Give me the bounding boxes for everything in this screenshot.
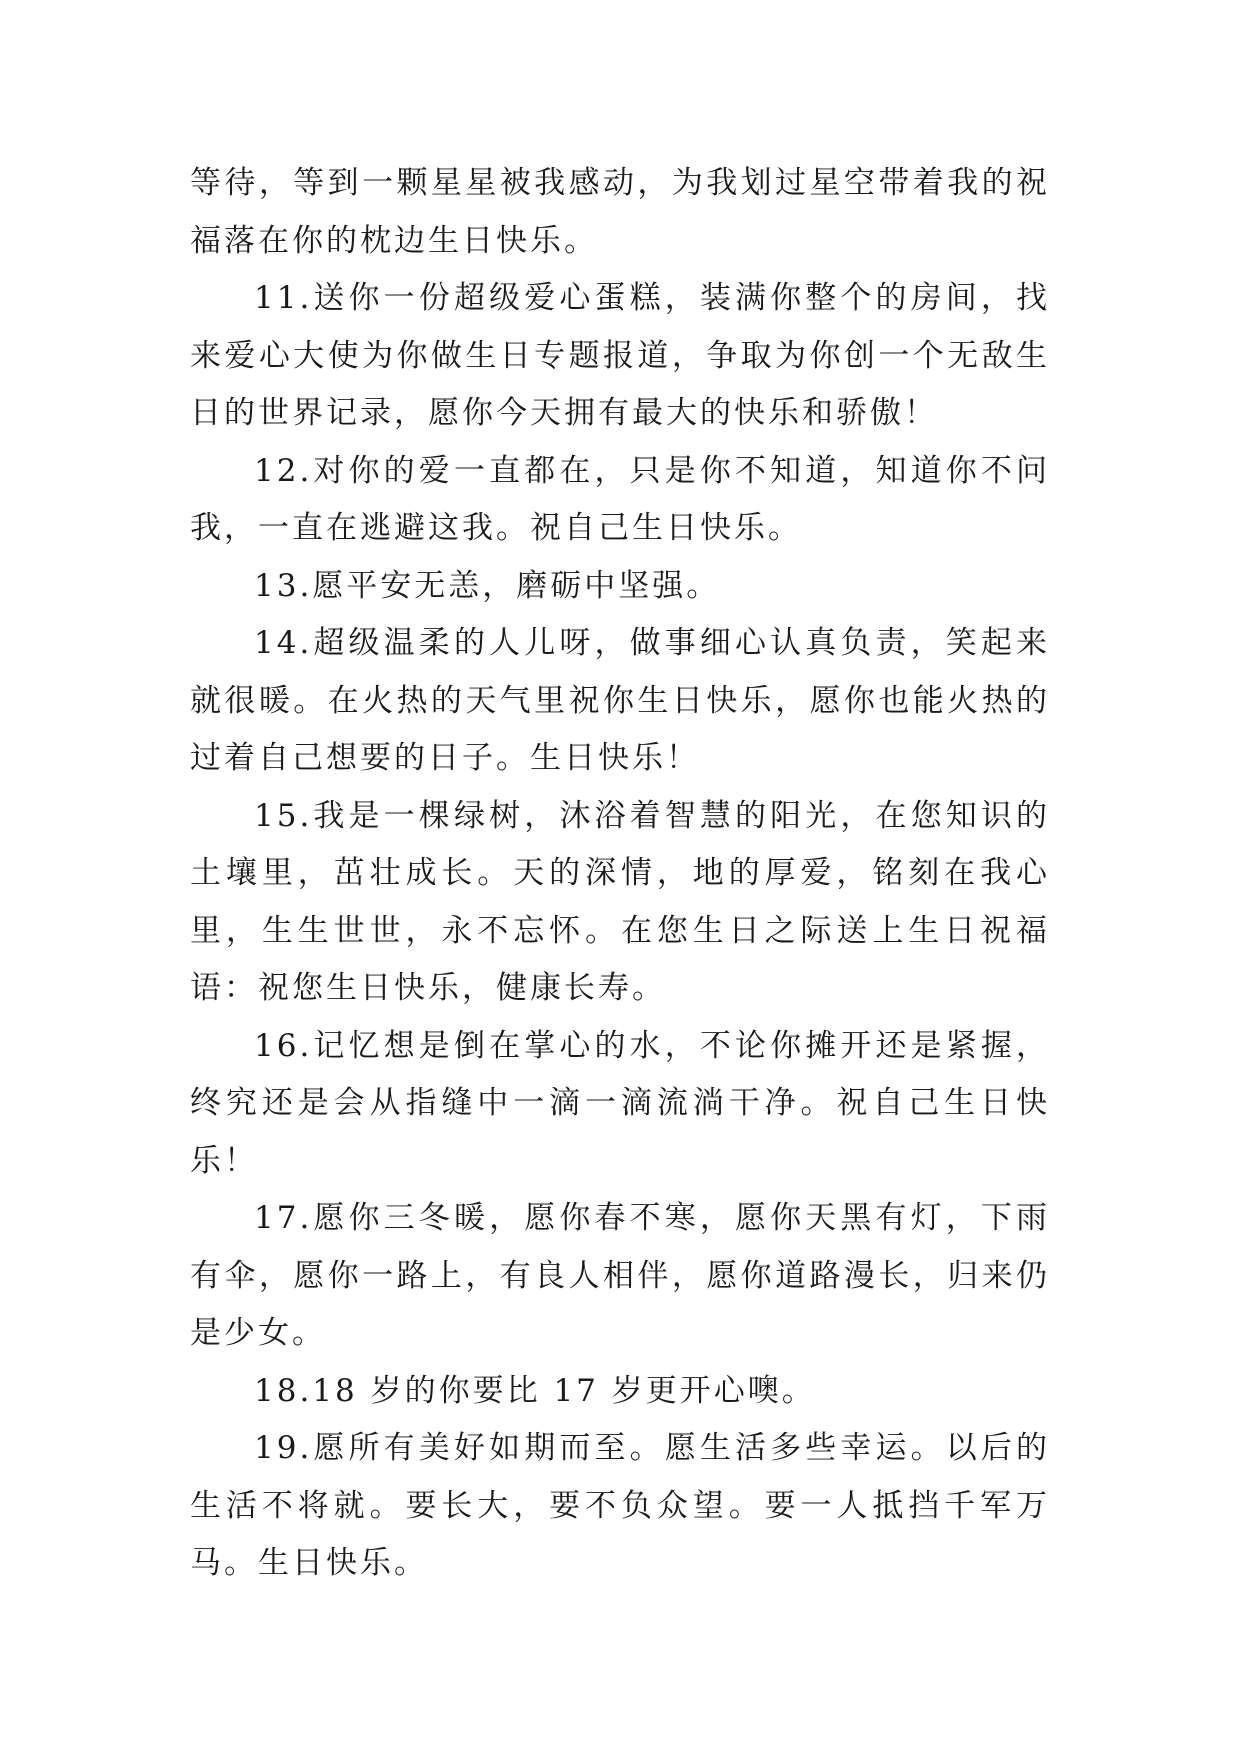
paragraph-continuation: 等待，等到一颗星星被我感动，为我划过星空带着我的祝福落在你的枕边生日快乐。 [190,165,1050,259]
document-body [190,155,1050,1593]
paragraph-12: 12.对你的爱一直都在，只是你不知道，知道你不问我，一直在逃避这我。祝自己生日快乐。 [190,452,1050,546]
paragraph-11: 11.送你一份超级爱心蛋糕，装满你整个的房间，找来爱心大使为你做生日专题报道，争取为你创一个无敌生日的世界记录，愿你今天拥有最大的快乐和骄傲！ [190,280,1050,431]
paragraph-19: 19.愿所有美好如期而至。愿生活多些幸运。以后的生活不将就。要长大，要不负众望。要一人抵挡千军万马。生日快乐。 [190,1430,1050,1581]
paragraph-13: 13.愿平安无恙，磨砺中坚强。 [254,567,721,604]
paragraph-15: 15.我是一棵绿树，沐浴着智慧的阳光，在您知识的土壤里，茁壮成长。天的深情，地的厚爱，铭刻在我心里，生生世世，永不忘怀。在您生日之际送上生日祝福语：祝您生日快乐，健康长寿。 [190,797,1050,1006]
paragraph-16: 16.记忆想是倒在掌心的水，不论你摊开还是紧握，终究还是会从指缝中一滴一滴流淌干净。祝自己生日快乐！ [190,1027,1050,1179]
paragraph-18: 18.18 岁的你要比 17 岁更开心噢。 [254,1372,816,1409]
paragraph-17: 17.愿你三冬暖，愿你春不寒，愿你天黑有灯，下雨有伞，愿你一路上，有良人相伴，愿你道路漫长，归来仍是少女。 [190,1200,1050,1351]
paragraph-14: 14.超级温柔的人儿呀，做事细心认真负责，笑起来就很暖。在火热的天气里祝你生日快乐，愿你也能火热的过着自己想要的日子。生日快乐！ [190,625,1050,776]
